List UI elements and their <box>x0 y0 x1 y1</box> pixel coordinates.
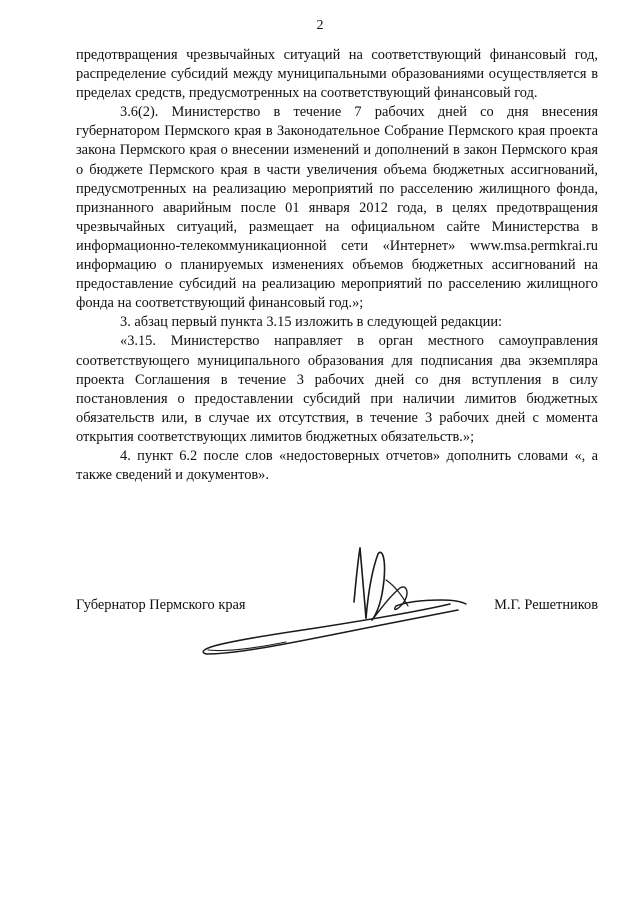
paragraph-item-4: 4. пункт 6.2 после слов «недостоверных отчетов» дополнить словами «, а также сведений и документов». <box>76 447 598 484</box>
document-body <box>76 46 598 485</box>
paragraph-3-15: «3.15. Министерство направляет в орган местного самоуправления соответствующего муниципального образования для подписания два экземпляра проекта Соглашения в течение 3 рабочих дней со дня вступления в силу постановления о предоставлении субсидий при наличии лимитов бюджетных обязательств или, в случае их отсутствия, в течение 3 рабочих дней с момента открытия соответствующих лимитов бюджетных обязательств.»; <box>76 333 598 445</box>
paragraph-continuation: предотвращения чрезвычайных ситуаций на соответствующий финансовый год, распределение субсидий между муниципальными образованиями осуществляется в пределах средств, предусмотренных на соответствующий финансовый год. <box>76 47 598 102</box>
page-number: 2 <box>316 18 324 33</box>
paragraph-item-3: 3. абзац первый пункта 3.15 изложить в следующей редакции: <box>120 314 503 331</box>
paragraph-3-6-2: 3.6(2). Министерство в течение 7 рабочих дней со дня внесения губернатором Пермского края в Законодательное Собрание Пермского края проекта закона Пермского края о внесении изменений и дополнений в закон Пермского края о бюджете Пермского края в части увеличения объема бюджетных ассигнований, предусмотренных на реализацию мероприятий по расселению жилищного фонда, признанного аварийным после 01 января 2012 года, в целях предотвращения чрезвычайных ситуаций, размещает на официальном сайте Министерства в информационно-телекоммуникационной сети «Интернет» www.msa.permkrai.ru информацию о планируемых изменениях объемов бюджетных ассигнований на предоставление субсидий на реализацию мероприятий по расселению жилищного фонда на соответствующий финансовый год.»; <box>76 104 598 312</box>
signer-name: М.Г. Решетников <box>494 597 598 613</box>
signer-title: Губернатор Пермского края <box>76 597 246 613</box>
handwritten-signature <box>196 540 496 660</box>
